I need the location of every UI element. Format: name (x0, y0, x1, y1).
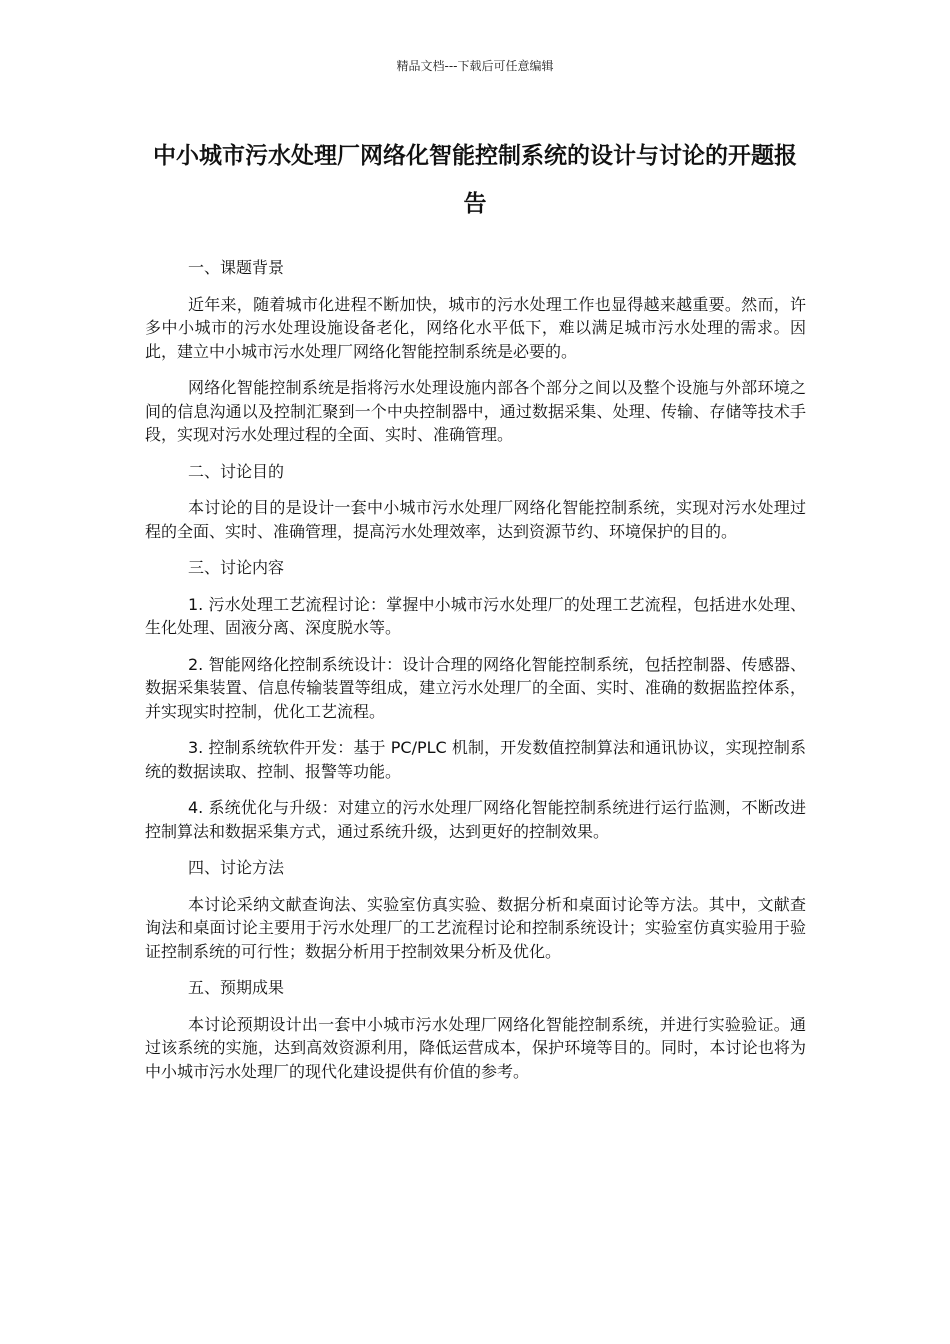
list-item: 4. 系统优化与升级：对建立的污水处理厂网络化智能控制系统进行运行监测，不断改进控制算法和数据采集方式，通过系统升级，达到更好的控制效果。 (145, 798, 806, 841)
paragraph: 本讨论采纳文献查询法、实验室仿真实验、数据分析和桌面讨论等方法。其中，文献查询法和桌面讨论主要用于污水处理厂的工艺流程讨论和控制系统设计；实验室仿真实验用于验证控制系统的可行性；数据分析用于控制效果分析及优化。 (145, 894, 806, 961)
section-heading-content: 三、讨论内容 (188, 558, 285, 577)
document-body (145, 256, 806, 1096)
section-heading-purpose: 二、讨论目的 (188, 461, 285, 481)
document-title: 中小城市污水处理厂网络化智能控制系统的设计与讨论的开题报告 (153, 143, 797, 217)
list-item: 2. 智能网络化控制系统设计：设计合理的网络化智能控制系统，包括控制器、传感器、数据采集装置、信息传输装置等组成，建立污水处理厂的全面、实时、准确的数据监控体系，并实现实时控制，优化工艺流程。 (145, 654, 806, 721)
paragraph: 本讨论的目的是设计一套中小城市污水处理厂网络化智能控制系统，实现对污水处理过程的全面、实时、准确管理，提高污水处理效率，达到资源节约、环境保护的目的。 (145, 498, 806, 541)
section-heading-method: 四、讨论方法 (188, 858, 285, 877)
section-heading-results: 五、预期成果 (188, 978, 285, 997)
paragraph: 近年来，随着城市化进程不断加快，城市的污水处理工作也显得越来越重要。然而，许多中小城市的污水处理设施设备老化，网络化水平低下，难以满足城市污水处理的需求。因此，建立中小城市污水处理厂网络化智能控制系统是必要的。 (145, 294, 806, 361)
header-note: 精品文档---下载后可任意编辑 (396, 59, 554, 73)
list-item: 3. 控制系统软件开发：基于 PC/PLC 机制，开发数值控制算法和通讯协议，实现控制系统的数据读取、控制、报警等功能。 (145, 738, 806, 781)
section-heading-background: 一、课题背景 (188, 258, 285, 277)
paragraph: 本讨论预期设计出一套中小城市污水处理厂网络化智能控制系统，并进行实验验证。通过该系统的实施，达到高效资源利用，降低运营成本，保护环境等目的。同时，本讨论也将为中小城市污水处理厂的现代化建设提供有价值的参考。 (145, 1014, 806, 1081)
list-item: 1. 污水处理工艺流程讨论：掌握中小城市污水处理厂的处理工艺流程，包括进水处理、生化处理、固液分离、深度脱水等。 (145, 594, 806, 637)
paragraph: 网络化智能控制系统是指将污水处理设施内部各个部分之间以及整个设施与外部环境之间的信息沟通以及控制汇聚到一个中央控制器中，通过数据采集、处理、传输、存储等技术手段，实现对污水处理过程的全面、实时、准确管理。 (145, 378, 806, 444)
